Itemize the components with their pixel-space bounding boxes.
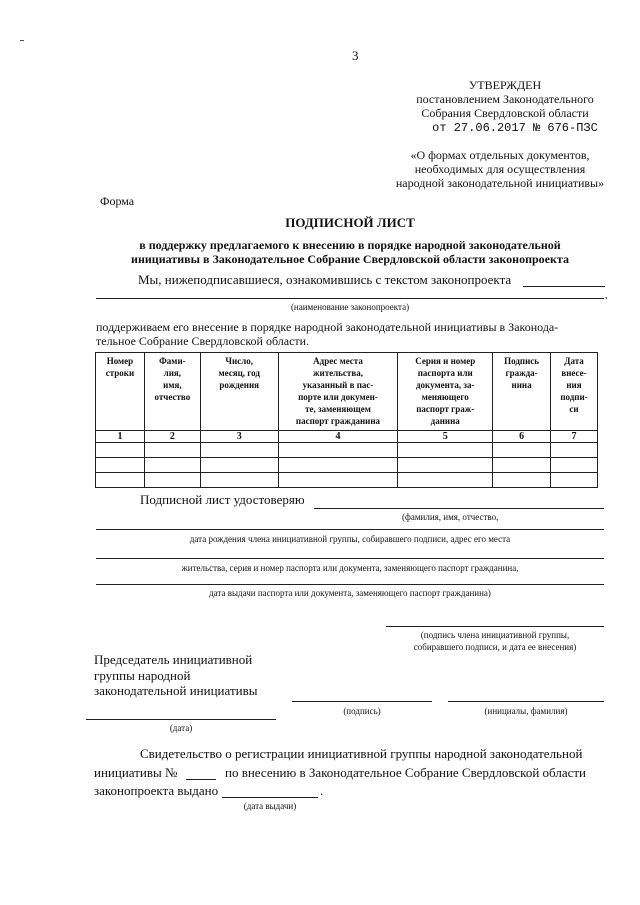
caption: собиравшего подписи, и дата ее внесения) (413, 642, 577, 652)
period: . (320, 783, 324, 798)
caption: (дата) (169, 723, 193, 733)
chair-signature-field[interactable] (292, 701, 432, 702)
signatures-table (95, 352, 598, 488)
col-number: 5 (398, 431, 493, 443)
chair-label: группы народной (94, 668, 191, 683)
column-numbers-row (96, 431, 598, 443)
caption: жительства, серия и номер паспорта или документа, заменяющего паспорт гражданина, (181, 563, 519, 573)
approval-quote: народной законодательной инициативы» (395, 176, 605, 190)
chair-label: законодательной инициативы (94, 683, 258, 698)
support-text: тельное Собрание Свердловской области. (96, 334, 310, 348)
caption: (фамилия, имя, отчество, (402, 512, 499, 522)
page-number: 3 (352, 48, 359, 63)
caption-bill-name: (наименование законопроекта) (290, 302, 410, 312)
col-header-row-number: Номер строки (96, 353, 145, 431)
approval-line: постановлением Законодательного (416, 92, 594, 106)
table-header-row (96, 353, 598, 431)
caption: (инициалы, фамилия) (484, 706, 568, 716)
comma: , (605, 290, 608, 301)
collector-signature-field[interactable] (386, 626, 604, 627)
doc-subtitle: в поддержку предлагаемого к внесению в порядке народной законодательной (139, 238, 561, 252)
table-row[interactable] (96, 458, 598, 473)
caption: дата рождения члена инициативной группы, собиравшего подписи, адрес его места (189, 534, 511, 544)
caption: дата выдачи паспорта или документа, заменяющего паспорт гражданина) (209, 588, 491, 598)
doc-title: ПОДПИСНОЙ ЛИСТ (285, 215, 415, 230)
col-number: 1 (96, 431, 145, 443)
col-number: 3 (200, 431, 278, 443)
registration-number-field[interactable] (186, 779, 216, 780)
bill-name-field[interactable] (523, 286, 605, 287)
registration-text: Свидетельство о регистрации инициативной группы народной законодательной (140, 746, 583, 761)
form-label: Форма (100, 194, 135, 208)
col-header-birthdate: Число, месяц, год рождения (200, 353, 278, 431)
certifier-field[interactable] (314, 508, 604, 509)
registration-text: по внесению в Законодательное Собрание Свердловской области (225, 765, 587, 780)
doc-subtitle: инициативы в Законодательное Собрание Свердловской области законопроекта (131, 252, 569, 266)
approval-line: Собрания Свердловской области (421, 106, 589, 120)
bill-name-field-2[interactable] (96, 298, 604, 299)
chair-date-field[interactable] (86, 719, 276, 720)
chair-initials-field[interactable] (448, 701, 604, 702)
issue-date-field[interactable] (222, 797, 318, 798)
col-header-passport: Серия и номер паспорта или документа, за- меняющего паспорт граж- данина (398, 353, 493, 431)
col-header-date: Дата внесе- ния подпи- си (551, 353, 598, 431)
col-header-name: Фами- лия, имя, отчество (144, 353, 200, 431)
caption: (подпись) (343, 706, 381, 716)
col-header-signature: Подпись гражда- нина (493, 353, 551, 431)
support-text: поддерживаем его внесение в порядке народной законодательной инициативы в Законода- (96, 320, 559, 334)
caption: (подпись члена инициативной группы, (420, 630, 570, 640)
scan-mark (20, 40, 24, 41)
certifier-field[interactable] (96, 584, 604, 585)
approval-title: УТВЕРЖДЕН (468, 78, 542, 92)
registration-text: законопроекта выдано (94, 783, 219, 798)
col-number: 7 (551, 431, 598, 443)
certify-label: Подписной лист удостоверяю (140, 492, 305, 507)
caption: (дата выдачи) (243, 801, 297, 811)
col-header-address: Адрес места жительства, указанный в пас- порте или докумен- те, заменяющем паспорт гражданина (278, 353, 398, 431)
approval-number: от 27.06.2017 № 676-ПЗС (432, 121, 598, 135)
intro-text: Мы, нижеподписавшиеся, ознакомившись с текстом законопроекта (138, 272, 512, 287)
chair-label: Председатель инициативной (94, 652, 253, 667)
certifier-field[interactable] (96, 529, 604, 530)
certifier-field[interactable] (96, 558, 604, 559)
approval-quote: необходимых для осуществления (414, 162, 586, 176)
approval-quote: «О формах отдельных документов, (410, 148, 590, 162)
table-row[interactable] (96, 473, 598, 488)
table-row[interactable] (96, 443, 598, 458)
col-number: 6 (493, 431, 551, 443)
registration-text: инициативы № (94, 765, 178, 780)
col-number: 2 (144, 431, 200, 443)
col-number: 4 (278, 431, 398, 443)
